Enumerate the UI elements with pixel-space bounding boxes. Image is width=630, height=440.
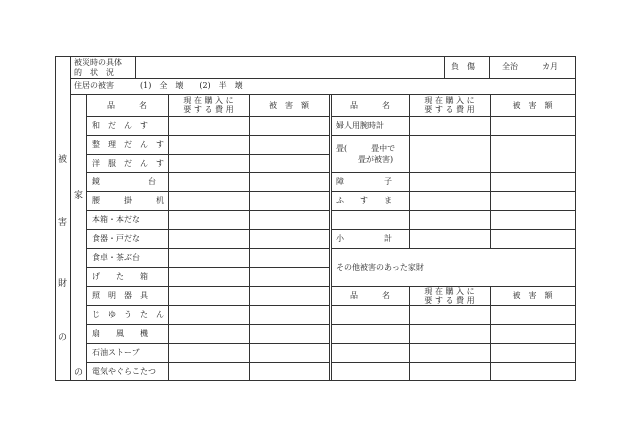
left-item: 石油ストーブ	[92, 348, 140, 357]
side-label-4: 財	[58, 279, 68, 289]
side-label-2: 家	[74, 191, 84, 201]
right-lower-cost-header-2: 要 す る 費 用	[424, 296, 475, 305]
left-cost-header-2: 要 す る 費 用	[183, 105, 234, 114]
right-lower-item-header: 品 名	[350, 291, 390, 300]
right-item-subtotal: 小 計	[336, 234, 392, 243]
left-item: 照 明 器 具	[92, 291, 148, 300]
right-amount-header: 被 害 額	[512, 101, 553, 110]
right-item-shoji: 障 子	[336, 177, 392, 186]
left-item: じ ゆ う た ん	[92, 310, 164, 319]
right-cost-header-2: 要 す る 費 用	[424, 105, 475, 114]
situation-label-line1: 被災時の具体	[74, 58, 122, 67]
right-item-watch: 婦人用腕時計	[336, 121, 384, 130]
left-item-header: 品 名	[107, 101, 147, 110]
right-item-tatami-1: 畳( 畳中で	[336, 144, 396, 153]
left-cost-header-1: 現 在 購 入 に	[183, 96, 234, 105]
side-label-1: 被	[58, 155, 68, 165]
residence-damage-options: (1) 全 壊 (2) 半 壊	[140, 81, 243, 90]
left-item: 本箱・本だな	[92, 215, 140, 224]
left-item: 電気やぐらこたつ	[92, 367, 156, 376]
left-item: 洋 服 だ ん す	[92, 159, 164, 168]
right-lower-amount-header: 被 害 額	[512, 291, 553, 300]
left-item: 鏡 台	[92, 177, 156, 186]
residence-damage-label: 住居の被害	[74, 81, 114, 90]
right-cost-header-1: 現 在 購 入 に	[424, 96, 475, 105]
side-label-6: の	[74, 368, 84, 378]
side-label-3: 害	[58, 218, 68, 228]
recovery-period: 全治 カ月	[502, 62, 558, 71]
other-items-title: その他被害のあった家財	[336, 263, 424, 272]
left-item: 食卓・茶ぶ台	[92, 253, 140, 262]
left-item: 扇 風 機	[92, 329, 148, 338]
left-item: 整 理 だ ん す	[92, 140, 164, 149]
right-item-tatami-2: 畳が被害)	[358, 155, 394, 164]
injury-label: 負 傷	[451, 62, 475, 71]
right-lower-cost-header-1: 現 在 購 入 に	[424, 287, 475, 296]
situation-label-line2: 的 状 況	[74, 68, 114, 77]
left-amount-header: 被 害 額	[269, 101, 309, 110]
left-item: げ た 箱	[92, 272, 148, 281]
left-item: 食器・戸だな	[92, 234, 140, 243]
side-label-5: の	[58, 333, 68, 343]
right-item-header: 品 名	[350, 101, 390, 110]
left-item: 腰 掛 机	[92, 196, 164, 205]
right-item-fusuma: ふ す ま	[336, 196, 392, 205]
left-item: 和 だ ん す	[92, 121, 148, 130]
